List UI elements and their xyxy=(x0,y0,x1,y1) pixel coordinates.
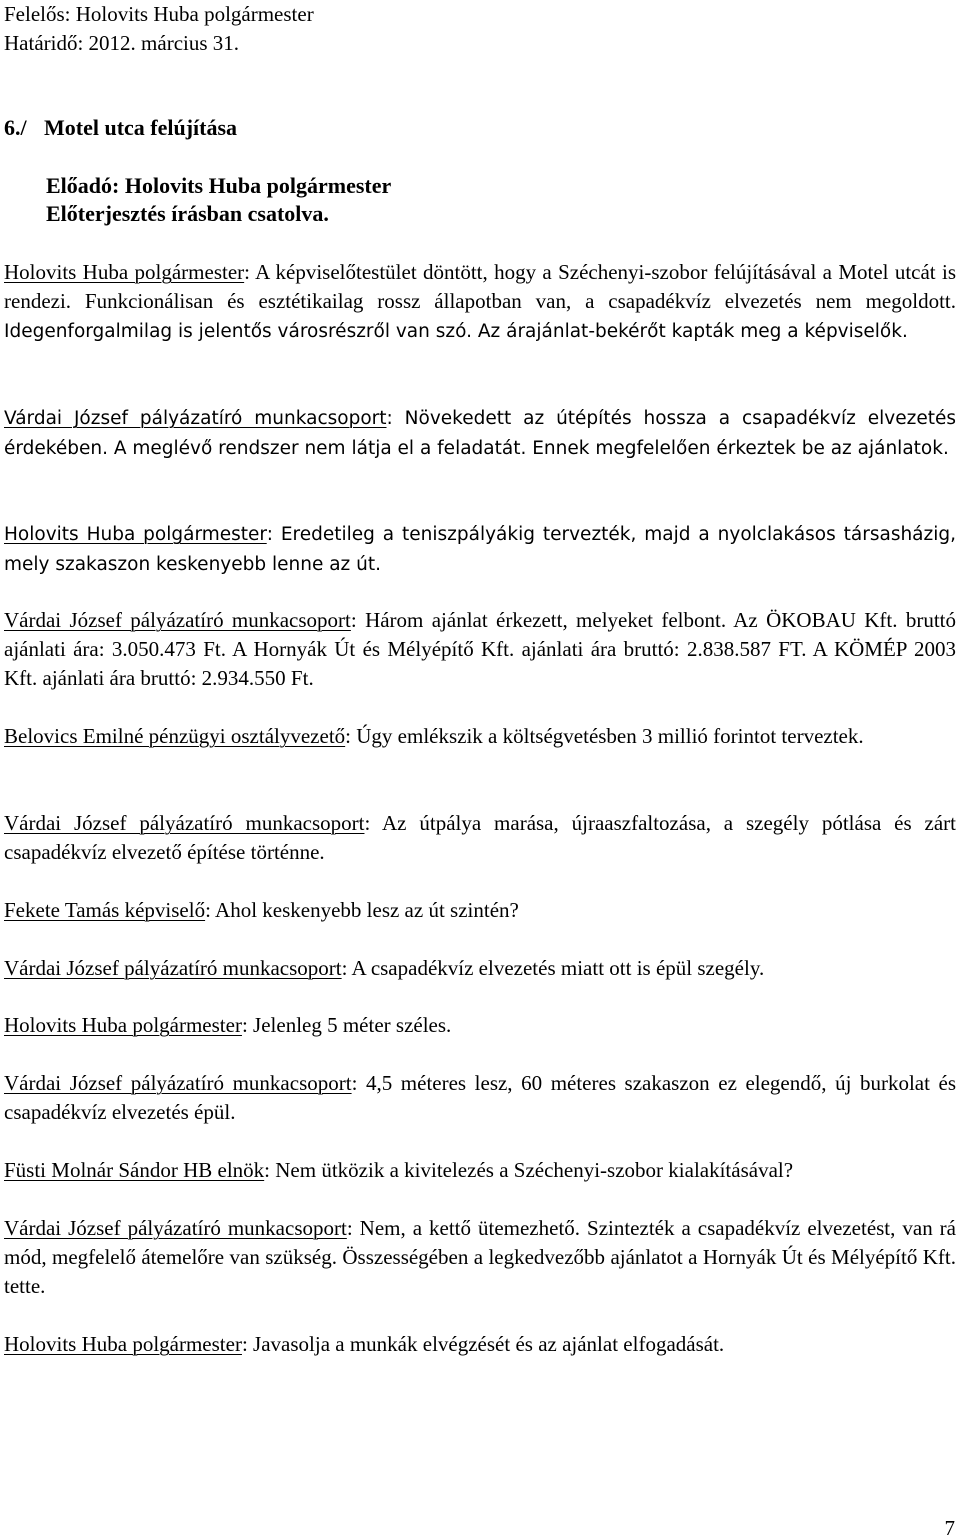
speaker-separator: : xyxy=(266,524,273,545)
paragraph-text: Három ajánlat érkezett, melyeket felbont. Az ÖKOBAU Kft. bruttó ajánlati ára: 3.050.473 Ft. A Hornyák Út és Mélyépítő Kft. ajánlati ára bruttó: 2.838.587 FT. A KÖMÉP 2003 Kft. ajánlati ára bruttó: 2.934.550 Ft. xyxy=(4,608,956,690)
speaker-name: Várdai József pályázatíró munkacsoport xyxy=(4,408,387,429)
submission-line: Előterjesztés írásban csatolva. xyxy=(46,201,329,226)
paragraph-text: Idegenforgalmilag is jelentős városrészről van szó. Az árajánlat-bekérőt kapták meg a képviselők. xyxy=(4,321,908,342)
paragraph-text: Funkcionálisan és esztétikailag rossz állapotban van, a csapadékvíz elvezetés nem megoldott. xyxy=(84,289,956,313)
paragraph xyxy=(4,809,956,867)
paragraph-text: Jelenleg 5 méter széles. xyxy=(247,1013,452,1037)
paragraph xyxy=(4,1330,956,1359)
paragraph xyxy=(4,1214,956,1301)
presenter-block xyxy=(46,172,391,228)
paragraph xyxy=(4,954,956,983)
paragraph-text: Nem, a kettő ütemezhető. Szintezték a csapadékvíz elvezetést, van rá mód, megfelelő átemelőre van szükség. Összességében a legkedvezőbb ajánlatot a Hornyák Út és Mélyépítő Kft. tette. xyxy=(4,1216,956,1298)
responsible-line: Felelős: Holovits Huba polgármester xyxy=(4,2,314,26)
speaker-name: Holovits Huba polgármester xyxy=(4,524,267,545)
paragraph-text: A csapadékvíz elvezetés miatt ott is épül szegély. xyxy=(347,956,765,980)
paragraph xyxy=(4,519,956,579)
paragraph-text: Nem ütközik a kivitelezés a Széchenyi-szobor kialakításával? xyxy=(270,1158,794,1182)
presenter-line: Előadó: Holovits Huba polgármester xyxy=(46,173,392,198)
speaker-separator: : xyxy=(244,260,250,284)
paragraph-text: Növekedett az útépítés hossza a csapadékvíz elvezetés érdekében. A meglévő rendszer nem látja el a feladatát. Ennek megfelelően érkeztek be az ajánlatok. xyxy=(4,408,956,459)
paragraph xyxy=(4,1011,956,1040)
speaker-name: Holovits Huba polgármester xyxy=(4,260,245,284)
speaker-name: Várdai József pályázatíró munkacsoport xyxy=(4,1071,352,1095)
paragraph xyxy=(4,1156,956,1185)
speaker-name: Várdai József pályázatíró munkacsoport xyxy=(4,956,342,980)
speaker-separator: : xyxy=(346,1216,353,1240)
paragraph-text: A képviselőtestület döntött, hogy a Széchenyi-szobor felújításával a Motel utcát is rendezi. xyxy=(4,260,956,313)
paragraph-text: Ahol keskenyebb lesz az út szintén? xyxy=(210,898,519,922)
speaker-name: Holovits Huba polgármester xyxy=(4,1332,242,1356)
paragraph-text: Javasolja a munkák elvégzését és az ajánlat elfogadását. xyxy=(247,1332,725,1356)
deadline-line: Határidő: 2012. március 31. xyxy=(4,31,240,55)
speaker-name: Fekete Tamás képviselő xyxy=(4,898,206,922)
speaker-separator: : xyxy=(205,898,211,922)
speaker-name: Füsti Molnár Sándor HB elnök xyxy=(4,1158,265,1182)
speaker-separator: : xyxy=(241,1332,248,1356)
section-title-text: Motel utca felújítása xyxy=(44,115,238,140)
section-number: 6./ xyxy=(4,115,27,140)
speaker-separator: : xyxy=(350,608,357,632)
speaker-name: Várdai József pályázatíró munkacsoport xyxy=(4,1216,347,1240)
speaker-name: Belovics Emilné pénzügyi osztályvezető xyxy=(4,724,346,748)
paragraph-text: Eredetileg a teniszpályákig tervezték, majd a nyolclakásos társasházig, mely szakaszon keskenyebb lenne az út. xyxy=(4,524,956,575)
document-header xyxy=(4,0,314,58)
section-title xyxy=(4,113,237,142)
page-number: 7 xyxy=(944,1516,955,1540)
speaker-separator: : xyxy=(241,1013,248,1037)
speaker-separator: : xyxy=(364,811,371,835)
speaker-separator: : xyxy=(264,1158,271,1182)
paragraph-text: Az útpálya marása, újraaszfaltozása, a szegély pótlása és zárt csapadékvíz elvezető építése történne. xyxy=(4,811,956,864)
paragraph-text: 4,5 méteres lesz, 60 méteres szakaszon ez elegendő, új burkolat és csapadékvíz elvezetés épül. xyxy=(4,1071,957,1124)
speaker-name: Holovits Huba polgármester xyxy=(4,1013,242,1037)
speaker-separator: : xyxy=(351,1071,358,1095)
speaker-separator: : xyxy=(341,956,348,980)
speaker-separator: : xyxy=(345,724,351,748)
paragraph xyxy=(4,1069,956,1127)
paragraph-text: Úgy emlékszik a költségvetésben 3 millió forintot terveztek. xyxy=(351,724,864,748)
paragraph xyxy=(4,722,956,751)
speaker-separator: : xyxy=(386,408,393,429)
speaker-name: Várdai József pályázatíró munkacsoport xyxy=(4,608,351,632)
paragraph xyxy=(4,258,956,346)
paragraph xyxy=(4,896,956,925)
paragraph xyxy=(4,606,956,693)
paragraph xyxy=(4,403,956,463)
speaker-name: Várdai József pályázatíró munkacsoport xyxy=(4,811,365,835)
